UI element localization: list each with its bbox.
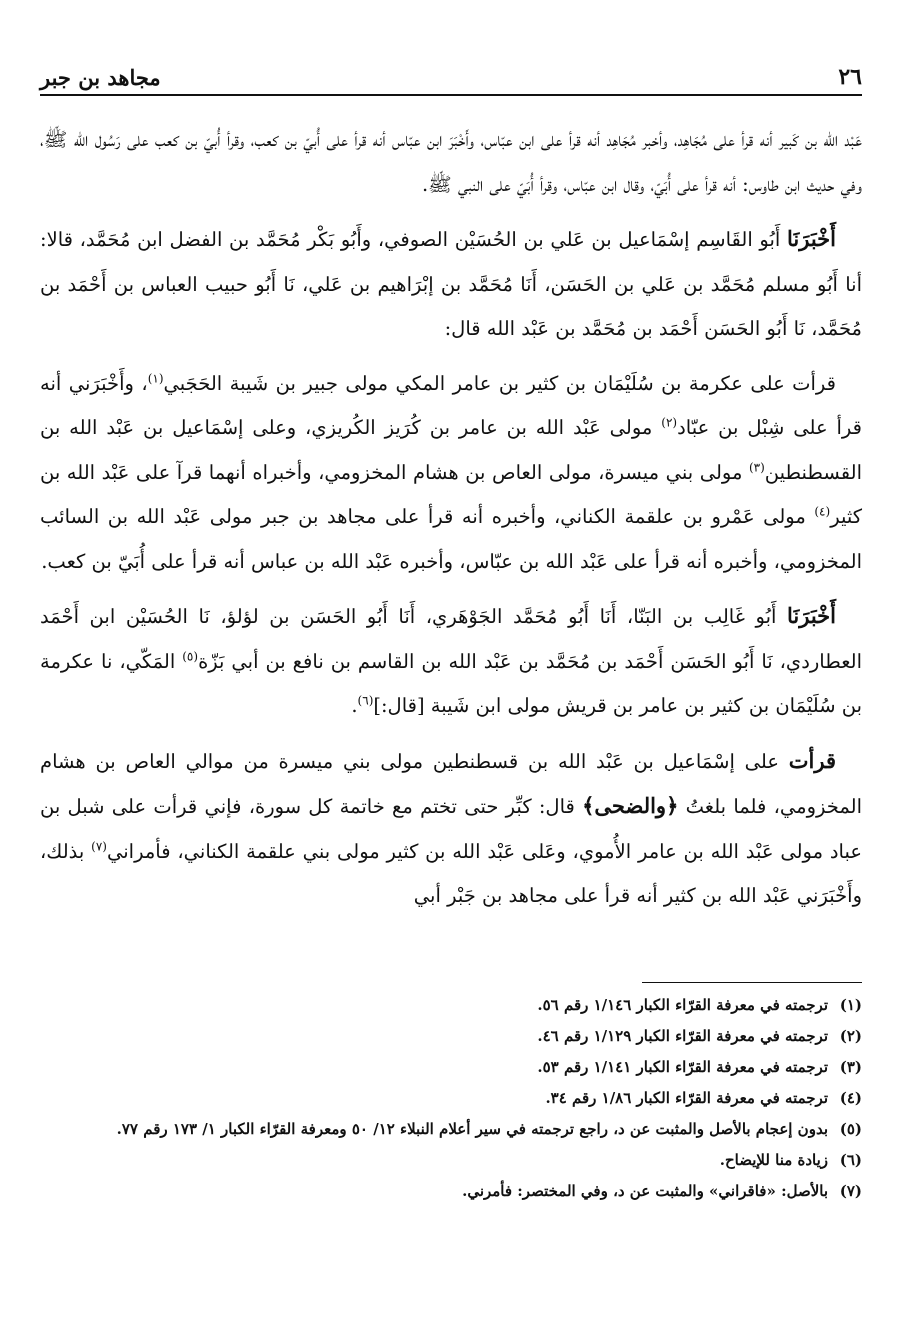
footnote-ref: (٣) (748, 460, 765, 474)
footnote-ref: (٧) (91, 839, 107, 853)
keyword: ﴿والضحى﴾ (582, 793, 679, 818)
footnote-ref: (١) (147, 371, 164, 385)
footnote-ref: (٤) (814, 504, 831, 519)
text-run: عَبْد الله بن كَبير أنه قرأ على مُجَاهِد، وأخبر مُجَاهِد أنه قرأ على ابن عبّاس، وأَخْبَرَ ابن عبّاس أنه قرأ على أُبيّ بن كعب، وقرأ أُبيّ بن كعب على رَسُول الله ﷺ، وفي حديث ابن طاوس: أنه قرأ على أُبَيّ، وقال ابن عبّاس، وقرأ أُبَيّ على النبي ﷺ. (40, 128, 862, 196)
footnote-number: (٦) (839, 1151, 862, 1169)
text-run: المَكّي، نا عكرمة بن سُلَيْمَان بن كثير بن عامر بن قريش مولى ابن شَيبة [قال:] (40, 649, 862, 717)
paragraph (40, 217, 862, 352)
text-run: قال: كبِّر حتى تختم مع خاتمة كل سورة، فإني قرأت على شبل بن عباد مولى عَبْد الله بن عامر الأُموي، وعَلى عَبْد الله بن كثير مولى بني علقمة الكناني، فأمراني (40, 795, 863, 863)
text-run: أَبُو القَاسِم إسْمَاعيل بن عَلي بن الحُسَيْن الصوفي، وأَبُو بَكْر مُحَمَّد بن الفضل ابن مُحَمَّد، قالا: أنا أَبُو مسلم مُحَمَّد بن عَلي بن الحَسَن، أَنَا مُحَمَّد بن إبْرَاهيم بن عَلي، نَا أَبُو حبيب العباس بن أَحْمَد بن مُحَمَّد، نَا أَبُو الحَسَن أَحْمَد بن مُحَمَّد بن عَبْد الله قال: (40, 228, 862, 340)
footnote-text: ترجمته في معرفة القرّاء الكبار ١/١٢٩ رقم ٤٦. (537, 1027, 828, 1045)
page-header (40, 56, 862, 96)
footnote-text: ترجمته في معرفة القرّاء الكبار ١/١٤٦ رقم ٥٦. (537, 996, 828, 1014)
paragraph (40, 594, 862, 729)
footnote-separator (642, 982, 862, 983)
main-text (40, 118, 862, 929)
keyword: أَخْبَرَنَا (787, 603, 836, 628)
paragraph (40, 739, 862, 919)
footnote-number: (٤) (839, 1089, 862, 1107)
footnote-number: (٣) (839, 1058, 862, 1076)
footnote-text: بالأصل: «فاقراني» والمثبت عن د، وفي المختصر: فأمرني. (462, 1182, 828, 1200)
text-run: مولى عَمْرو بن علقمة الكناني، وأخبره أنه قرأ على مجاهد بن جبر مولى عَبْد الله بن السائب المخزومي، وأخبره أنه قرأ على عَبْد الله بن عبّاس، وأخبره عَبْد الله بن عباس أنه قرأ على أُبَيّ بن كعب. (40, 505, 862, 573)
footnote (40, 1083, 862, 1114)
page-number: ٢٦ (838, 64, 862, 90)
paragraph (40, 118, 862, 207)
text-run: مولى بني ميسرة، مولى العاص بن هشام المخزومي، وأخبراه أنهما قرآ على عَبْد الله بن كثير (40, 460, 862, 528)
footnote (40, 1145, 862, 1176)
footnote-number: (١) (839, 996, 862, 1014)
footnote-ref: (٥) (182, 649, 199, 663)
text-run: ، وأَخْبَرَني أنه قرأ على شِبْل بن عبّاد (40, 371, 862, 439)
text-run: بذلك، وأَخْبَرَني عَبْد الله بن كثير أنه قرأ على مجاهد بن جَبْر أبي (40, 839, 862, 907)
footnote (40, 990, 862, 1021)
footnote-text: ترجمته في معرفة القرّاء الكبار ١/٨٦ رقم ٣٤. (545, 1089, 828, 1107)
footnote (40, 1176, 862, 1207)
keyword: أَخْبَرَنَا (787, 226, 836, 251)
footnote-text: ترجمته في معرفة القرّاء الكبار ١/١٤١ رقم ٥٣. (537, 1058, 828, 1076)
paragraph (40, 362, 862, 585)
footnote (40, 1114, 862, 1145)
text-run: قرأت على عكرمة بن سُلَيْمَان بن كثير بن عامر المكي مولى جبير بن شَيبة الحَجَبي (163, 371, 836, 395)
footnote-number: (٥) (839, 1120, 862, 1138)
footnote-ref: (٢) (661, 415, 678, 430)
keyword: قرأت (788, 747, 836, 773)
footnote-text: بدون إعجام بالأصل والمثبت عن د، راجع ترجمته في سير أعلام النبلاء ١٢/ ٥٠ ومعرفة القرّاء الكبار ١/ ١٧٣ رقم ٧٧. (116, 1120, 828, 1138)
footnote-number: (٧) (839, 1182, 862, 1200)
footnote-number: (٢) (839, 1027, 862, 1045)
footnote-text: زيادة منا للإيضاح. (719, 1151, 828, 1169)
text-run: على إسْمَاعيل بن عَبْد الله بن قسطنطين مولى بني ميسرة من موالي العاص بن هشام المخزومي، فلما بلغتُ (40, 749, 862, 818)
footnote (40, 1021, 862, 1052)
footnote-ref: (٦) (357, 693, 374, 708)
text-run: مولى عَبْد الله بن عامر بن كُرَيز الكُريزي، وعلى إسْمَاعيل بن عَبْد الله بن القسطنطين (40, 416, 862, 484)
footnote (40, 1052, 862, 1083)
text-run: أَبُو غَالِب بن البَنّا، أَنَا أَبُو مُحَمَّد الجَوْهَري، أَنَا أَبُو الحَسَن بن لؤلؤ، نَا الحُسَيْن ابن أَحْمَد العطاردي، نَا أَبُو الحَسَن أَحْمَد بن مُحَمَّد بن عَبْد الله بن القاسم بن نافع بن أبي بَزّة (40, 605, 863, 673)
running-title: مجاهد بن جبر (40, 65, 161, 90)
text-run: . (351, 694, 358, 717)
footnotes (40, 990, 862, 1207)
